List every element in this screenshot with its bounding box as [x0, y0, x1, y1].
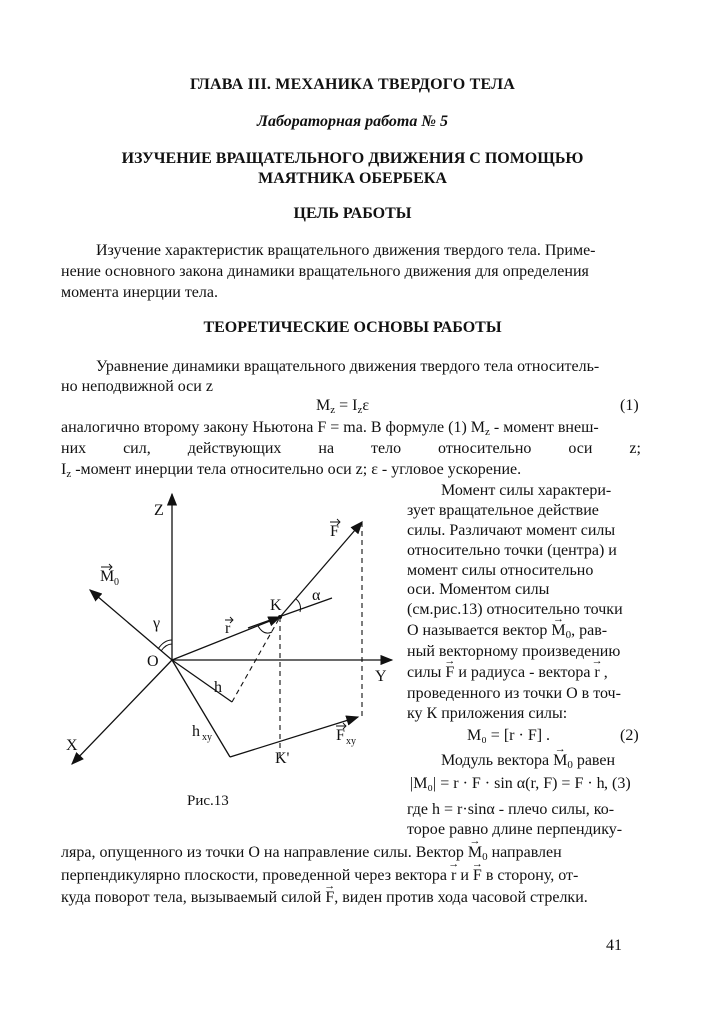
right-col-line-8: О называется вектор → $M_0$, рав-: [407, 621, 607, 645]
lab-heading: Лабораторная работа № 5: [257, 113, 448, 130]
right-col-line-17: торое равно длине перпендику-: [407, 821, 623, 838]
equation-2: M₀ = [r · F] .: [467, 727, 551, 744]
label-r: r: [225, 620, 231, 637]
theory-line-4-word: на: [318, 440, 335, 457]
label-k: K: [270, 597, 282, 614]
label-z: Z: [154, 502, 164, 519]
theory-line-2: но неподвижной оси z: [61, 378, 213, 395]
label-h: h: [214, 679, 222, 696]
page-number: 41: [606, 937, 622, 954]
right-col-line-11: проведенного из точки О в точ-: [407, 685, 621, 702]
theory-line-5: $I_z$ -момент инерции тела относительно оси z; ε - угловое ускорение.: [61, 461, 522, 480]
label-alpha: α: [312, 587, 321, 604]
figure-caption: Рис.13: [187, 793, 229, 809]
theory-line-4-word: относительно: [438, 440, 532, 457]
chapter-heading: ГЛАВА III. МЕХАНИКА ТВЕРДОГО ТЕЛА: [189, 76, 516, 93]
label-o: O: [147, 653, 159, 670]
work-title: [60, 149, 645, 189]
right-col-line-16: где h = r·sinα - плечо силы, ко-: [407, 801, 615, 818]
theory-line-4-word: оси: [568, 440, 593, 457]
label-m0-sub: 0: [114, 577, 119, 588]
hxy-line: [172, 660, 230, 757]
right-col-line-2: зует вращательное действие: [407, 502, 599, 519]
right-col-line-12: ку К приложения силы:: [407, 705, 568, 722]
label-k-prime: K': [275, 750, 290, 767]
right-col-line-5: момент силы относительно: [407, 562, 594, 579]
right-col-line-6: оси. Моментом силы: [407, 581, 550, 598]
label-hxy: h: [192, 723, 200, 740]
right-col-line-7: (см.рис.13) относительно точки: [407, 601, 623, 618]
theory-line-4-word: них: [61, 440, 87, 457]
figure-13-diagram: [60, 480, 400, 780]
work-title-line-2: МАЯТНИКА ОБЕРБЕКА: [258, 170, 447, 187]
theory-line-4-word: сил,: [123, 440, 151, 457]
work-title-line-1: ИЗУЧЕНИЕ ВРАЩАТЕЛЬНОГО ДВИЖЕНИЯ С ПОМОЩЬЮ: [121, 150, 584, 167]
goal-line-1: Изучение характеристик вращательного движения твердого тела. Приме-: [96, 242, 596, 259]
equation-2-number: (2): [620, 727, 639, 744]
right-col-line-3: силы. Различают момент силы: [407, 522, 616, 539]
theory-line-4-word: действующих: [187, 440, 282, 457]
right-col-line-10: силы → F и радиуса - вектора → r ,: [407, 663, 608, 683]
x-axis: [72, 660, 172, 764]
equation-1: $M_z = I_z\varepsilon$: [316, 397, 370, 416]
right-col-line-14: Модуль вектора → $M_0$ равен: [441, 751, 615, 775]
theory-line-3: аналогично второму закону Ньютона F = ma. В формуле (1) $M_z$ - момент внеш-: [61, 419, 599, 438]
equation-3: |M₀| = r · F · sin α(r, F) = F · h: [410, 775, 605, 792]
equation-3-number: , (3): [604, 775, 631, 792]
bottom-line-3: куда поворот тела, вызываемый силой → F, виден против хода часовой стрелки.: [61, 888, 588, 908]
label-gamma: γ: [153, 615, 161, 632]
theory-line-4: [61, 439, 641, 459]
point-k: [278, 615, 282, 619]
right-col-line-4: относительно точки (центра) и: [407, 542, 617, 559]
bottom-line-1: ляра, опущенного из точки О на направление силы. Вектор → $M_0$ направлен: [61, 843, 562, 867]
label-y: Y: [375, 668, 387, 685]
theory-line-1: Уравнение динамики вращательного движения твердого тела относитель-: [96, 358, 600, 375]
right-col-line-9: ный векторному произведению: [407, 643, 621, 660]
label-f: F: [330, 523, 339, 540]
label-fxy: F: [336, 727, 345, 744]
label-hxy-sub: xy: [202, 732, 212, 743]
h-perp: [172, 660, 232, 702]
bottom-line-2: перпендикулярно плоскости, проведенной через вектора → r и → F в сторону, от-: [61, 866, 578, 886]
theory-line-4-word: тело: [371, 440, 402, 457]
label-x: X: [66, 737, 78, 754]
theory-heading: ТЕОРЕТИЧЕСКИЕ ОСНОВЫ РАБОТЫ: [203, 319, 502, 336]
f-vector: [280, 522, 362, 617]
theory-line-4-word: z;: [629, 440, 641, 457]
right-col-line-1: Момент силы характери-: [441, 482, 612, 499]
label-m0: M: [100, 568, 115, 585]
right-angle-arc: [258, 626, 272, 633]
goal-heading: ЦЕЛЬ РАБОТЫ: [293, 205, 412, 222]
label-fxy-sub: xy: [346, 736, 356, 747]
goal-line-3: момента инерции тела.: [61, 284, 218, 301]
gamma-arc-2: [161, 644, 172, 651]
equation-1-number: (1): [620, 397, 639, 414]
goal-line-2: нение основного закона динамики вращательного движения для определения: [61, 263, 589, 280]
